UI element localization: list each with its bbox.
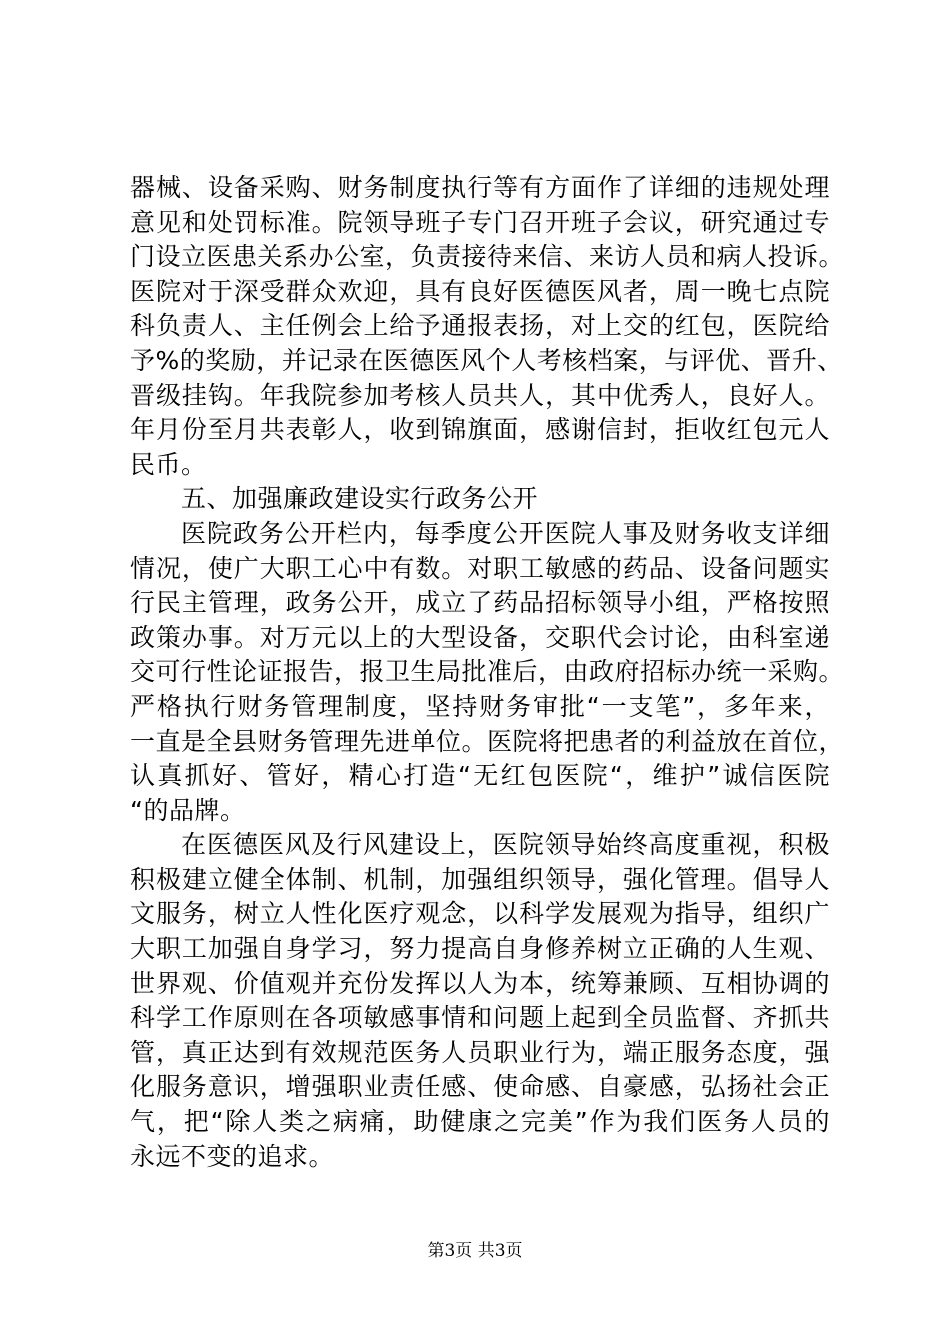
body-text-line: 门设立医患关系办公室，负责接待来信、来访人员和病人投诉。	[130, 242, 845, 272]
body-text-line: 器械、设备采购、财务制度执行等有方面作了详细的违规处理	[130, 173, 830, 202]
document-body	[130, 171, 845, 1174]
body-text-line: 科学工作原则在各项敏感事情和问题上起到全员监督、齐抓共	[130, 1003, 830, 1033]
body-text-line: 严格执行财务管理制度，坚持财务审批“一支笔”，多年来，	[130, 691, 830, 721]
body-text-line: 予%的奖励，并记录在医德医风个人考核档案，与评优、晋升、	[130, 345, 843, 375]
body-text-line: 永远不变的追求。	[130, 1141, 335, 1171]
body-text-line: 意见和处罚标准。院领导班子专门召开班子会议，研究通过专	[130, 207, 830, 237]
body-text-line: 积极建立健全体制、机制，加强组织领导，强化管理。倡导人	[130, 864, 830, 894]
body-text-line: 医院对于深受群众欢迎，具有良好医德医风者，周一晚七点院	[130, 276, 830, 306]
body-text-line: 政策办事。对万元以上的大型设备，交职代会讨论，由科室递	[130, 622, 830, 652]
body-text-line: 年月份至月共表彰人，收到锦旗面，感谢信封，拒收红包元人	[130, 415, 830, 445]
body-text-line: 交可行性论证报告，报卫生局批准后，由政府招标办统一采购。	[130, 657, 845, 687]
body-text-line: 大职工加强自身学习，努力提高自身修养树立正确的人生观、	[130, 934, 830, 964]
body-text-line: 世界观、价值观并充份发挥以人为本，统筹兼顾、互相协调的	[130, 968, 830, 998]
body-text-line: 行民主管理，政务公开，成立了药品招标领导小组，严格按照	[130, 588, 830, 618]
body-text-line: “的品牌。	[130, 795, 246, 825]
body-text-line: 晋级挂钩。年我院参加考核人员共人，其中优秀人，良好人。	[130, 380, 830, 410]
body-text-line: 认真抓好、管好，精心打造“无红包医院“，维护”诚信医院	[130, 761, 830, 791]
body-text-line: 民币。	[130, 449, 207, 479]
page-number-label: 第3页 共3页	[427, 1241, 523, 1261]
body-text-line: 情况，使广大职工心中有数。对职工敏感的药品、设备问题实	[130, 553, 830, 583]
body-text-line: 管，真正达到有效规范医务人员职业行为，端正服务态度，强	[130, 1037, 830, 1067]
body-text-line: 在医德医风及行风建设上，医院领导始终高度重视，积极	[181, 830, 830, 860]
body-text-line: 文服务，树立人性化医疗观念，以科学发展观为指导，组织广	[130, 899, 830, 929]
body-text-line: 一直是全县财务管理先进单位。医院将把患者的利益放在首位，	[130, 726, 845, 756]
body-text-line: 科负责人、主任例会上给予通报表扬，对上交的红包，医院给	[130, 311, 830, 341]
body-text-line: 医院政务公开栏内，每季度公开医院人事及财务收支详细	[181, 518, 830, 548]
body-text-line: 化服务意识，增强职业责任感、使命感、自豪感，弘扬社会正	[130, 1072, 830, 1102]
section-heading: 五、加强廉政建设实行政务公开	[181, 484, 539, 514]
page-footer	[0, 1240, 950, 1262]
body-text-line: 气，把“除人类之病痛，助健康之完美”作为我们医务人员的	[130, 1107, 830, 1137]
